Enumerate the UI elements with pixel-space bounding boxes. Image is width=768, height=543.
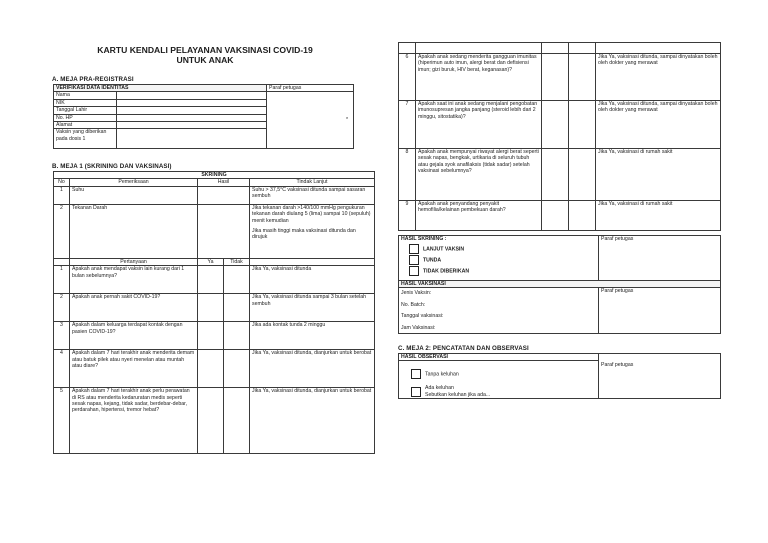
title-line-1: KARTU KENDALI PELAYANAN VAKSINASI COVID-19 (97, 45, 313, 55)
exam-tindak: Jika tekanan darah >140/100 mmHg pengukuran tekanan darah diulang 5 (lima) sampai 10 (sepuluh) menit kemudian (252, 204, 371, 224)
field-label: Nama (54, 92, 117, 99)
question-tindak: Jika Ya, vaksinasi ditunda (250, 266, 375, 294)
row-no: 7 (399, 101, 416, 149)
nama-field[interactable] (117, 92, 267, 99)
exam-item: Suhu (70, 186, 198, 204)
star-mark: * (345, 117, 348, 124)
field-label: NIK (54, 99, 117, 106)
field-label: No. HP (54, 114, 117, 121)
ya-cell[interactable] (542, 201, 569, 231)
option-label: TIDAK DIBERIKAN (423, 268, 470, 275)
option-ada-keluhan[interactable] (411, 385, 596, 398)
col-pertanyaan: Pertanyaan (70, 258, 198, 265)
phone-field[interactable] (117, 114, 267, 121)
skrining-label: SKRINING (54, 172, 375, 179)
question-text: Apakah saat ini anak sedang menjalani pengobatan imunosupresan jangka panjang (steroid lebih dari 2 minggu, sitostatika)? (416, 101, 542, 149)
paraf-box-a[interactable] (267, 92, 354, 149)
ya-cell[interactable] (198, 350, 224, 388)
ya-cell[interactable] (542, 101, 569, 149)
hasil-vaksinasi-label: HASIL VAKSINASI (399, 281, 721, 288)
hasil-skrining-table (398, 235, 721, 334)
exam-tindak: Suhu > 37,5°C vaksinasi ditunda sampai sasaran sembuh (250, 186, 375, 204)
nik-field[interactable] (117, 99, 267, 106)
row-no: 3 (54, 322, 70, 350)
paraf-skrining[interactable]: Paraf petugas (599, 236, 721, 281)
tidak-cell[interactable] (569, 201, 596, 231)
question-text: Apakah anak mendapat vaksin lain kurang dari 1 bulan sebelumnya? (70, 266, 198, 294)
ya-cell[interactable] (198, 294, 224, 322)
checkbox-icon[interactable] (411, 387, 421, 397)
ya-cell[interactable] (198, 322, 224, 350)
row-no: 5 (54, 388, 70, 454)
ya-cell[interactable] (542, 149, 569, 201)
option-tanpa-keluhan[interactable] (411, 369, 596, 379)
row-no: 9 (399, 201, 416, 231)
col-no: No (54, 179, 70, 186)
address-field[interactable] (117, 122, 267, 129)
question-text: Apakah anak penyandang penyakit hemofilia/kelainan pembekuan darah? (416, 201, 542, 231)
identity-table-header: VERIFIKASI DATA IDENTITAS (54, 85, 267, 92)
option-label: Tanpa keluhan (425, 371, 459, 378)
question-tindak: Jika Ya, vaksinasi ditunda sampai 3 bulan setelah sembuh (250, 294, 375, 322)
screening-table (53, 171, 375, 454)
field-label: Alamat (54, 122, 117, 129)
option-tunda[interactable] (409, 255, 596, 265)
option-label: LANJUT VAKSIN (423, 246, 465, 253)
question-tindak: Jika Ya, vaksinasi ditunda, dianjurkan untuk berobat (250, 350, 375, 388)
row-no: 1 (54, 186, 70, 204)
row-no: 1 (54, 266, 70, 294)
ya-cell[interactable] (198, 388, 224, 454)
dob-field[interactable] (117, 107, 267, 114)
question-text: Apakah dalam 7 hari terakhir anak perlu perawatan di RS atau menderita kedaruratan medis seperti sesak napas, kejang, tidak sadar, berdebar-debar, perdarahan, hipertensi, tremor hebat? (70, 388, 198, 454)
col-pemeriksaan: Pemeriksaan (70, 179, 198, 186)
exam-item: Tekanan Darah (70, 204, 198, 258)
col-hasil: Hasil (198, 179, 250, 186)
tanggal-vaksinasi-field[interactable]: Tanggal vaksinasi: (401, 313, 444, 320)
title-line-2: UNTUK ANAK (176, 55, 234, 65)
col-tidak: Tidak (224, 258, 250, 265)
option-label: Ada keluhan (425, 385, 454, 392)
question-text: Apakah dalam keluarga terdapat kontak dengan pasien COVID-19? (70, 322, 198, 350)
ya-cell[interactable] (542, 54, 569, 101)
hasil-skrining-label: HASIL SKRINING : (401, 236, 447, 242)
tidak-cell[interactable] (224, 350, 250, 388)
batch-field[interactable]: No. Batch: (401, 301, 426, 308)
question-tindak: Jika Ya, vaksinasi ditunda, sampai dinyatakan boleh oleh dokter yang merawat (596, 54, 721, 101)
option-tidak-diberikan[interactable] (409, 266, 596, 276)
document-title (60, 45, 350, 65)
tidak-cell[interactable] (224, 322, 250, 350)
hasil-observasi-label: HASIL OBSERVASI (399, 354, 599, 361)
col-ya: Ya (198, 258, 224, 265)
ya-cell[interactable] (198, 266, 224, 294)
jenis-vaksin-field[interactable]: Jenis Vaksin: (401, 290, 432, 297)
exam-tindak-2: Jika masih tinggi maka vaksinasi ditunda dan dirujuk (252, 228, 356, 241)
tidak-cell[interactable] (224, 294, 250, 322)
tidak-cell[interactable] (224, 388, 250, 454)
checkbox-icon[interactable] (409, 255, 419, 265)
paraf-vaksinasi[interactable]: Paraf petugas (599, 288, 721, 334)
suhu-result-field[interactable] (198, 186, 250, 204)
identity-table (53, 84, 354, 149)
paraf-observasi[interactable]: Paraf petugas (599, 354, 721, 399)
question-text: Apakah anak mempunyai riwayat alergi berat seperti sesak napas, bengkak, urtikaria di seluruh tubuh atau gejala syok anafilaksis (tidak sadar) setelah vaksinasi sebelumnya? (416, 149, 542, 201)
dose1-vaccine-field[interactable] (117, 129, 267, 149)
tidak-cell[interactable] (569, 54, 596, 101)
row-no: 6 (399, 54, 416, 101)
section-c-heading: C. MEJA 2: PENCATATAN DAN OBSERVASI (398, 345, 529, 352)
question-text: Apakah anak pernah sakit COVID-19? (70, 294, 198, 322)
col-tindak: Tindak Lanjut (250, 179, 375, 186)
screening-table-continued (398, 42, 721, 231)
field-label: Tanggal Lahir (54, 107, 117, 114)
question-tindak: Jika Ya, vaksinasi di rumah sakit (596, 149, 721, 201)
tidak-cell[interactable] (569, 101, 596, 149)
paraf-label-a: Paraf petugas (267, 85, 354, 92)
question-text: Apakah dalam 7 hari terakhir anak menderita demam atau batuk pilek atau nyeri menelan atau muntah atau diare? (70, 350, 198, 388)
question-tindak: Jika Ya, vaksinasi di rumah sakit (596, 201, 721, 231)
section-b-heading: B. MEJA 1 (SKRINING DAN VAKSINASI) (52, 163, 172, 170)
keluhan-input[interactable]: Sebutkan keluhan jika ada... (425, 391, 491, 398)
tekanan-result-field[interactable] (198, 204, 250, 258)
row-no: 2 (54, 204, 70, 258)
section-a-heading: A. MEJA PRA-REGISTRASI (52, 76, 134, 83)
question-text: Apakah anak sedang menderita gangguan imunitas (hiperimun auto imun, alergi berat dan defisiensi imun; gizi buruk, HIV berat, keganasan)? (416, 54, 542, 101)
tidak-cell[interactable] (224, 266, 250, 294)
row-no: 2 (54, 294, 70, 322)
checkbox-icon[interactable] (411, 369, 421, 379)
checkbox-icon[interactable] (409, 266, 419, 276)
row-no: 4 (54, 350, 70, 388)
field-label: Vaksin yang diberikan pada dosis 1 (54, 129, 117, 149)
observasi-table (398, 353, 721, 399)
question-tindak: Jika ada kontak tunda 2 minggu (250, 322, 375, 350)
option-label: TUNDA (423, 257, 442, 264)
row-no: 8 (399, 149, 416, 201)
jam-vaksinasi-field[interactable]: Jam Vaksinasi: (401, 324, 436, 331)
question-tindak: Jika Ya, vaksinasi ditunda, dianjurkan untuk berobat (250, 388, 375, 454)
tidak-cell[interactable] (569, 149, 596, 201)
question-tindak: Jika Ya, vaksinasi ditunda, sampai dinyatakan boleh oleh dokter yang merawat (596, 101, 721, 149)
checkbox-icon[interactable] (409, 244, 419, 254)
option-lanjut[interactable] (409, 244, 596, 254)
